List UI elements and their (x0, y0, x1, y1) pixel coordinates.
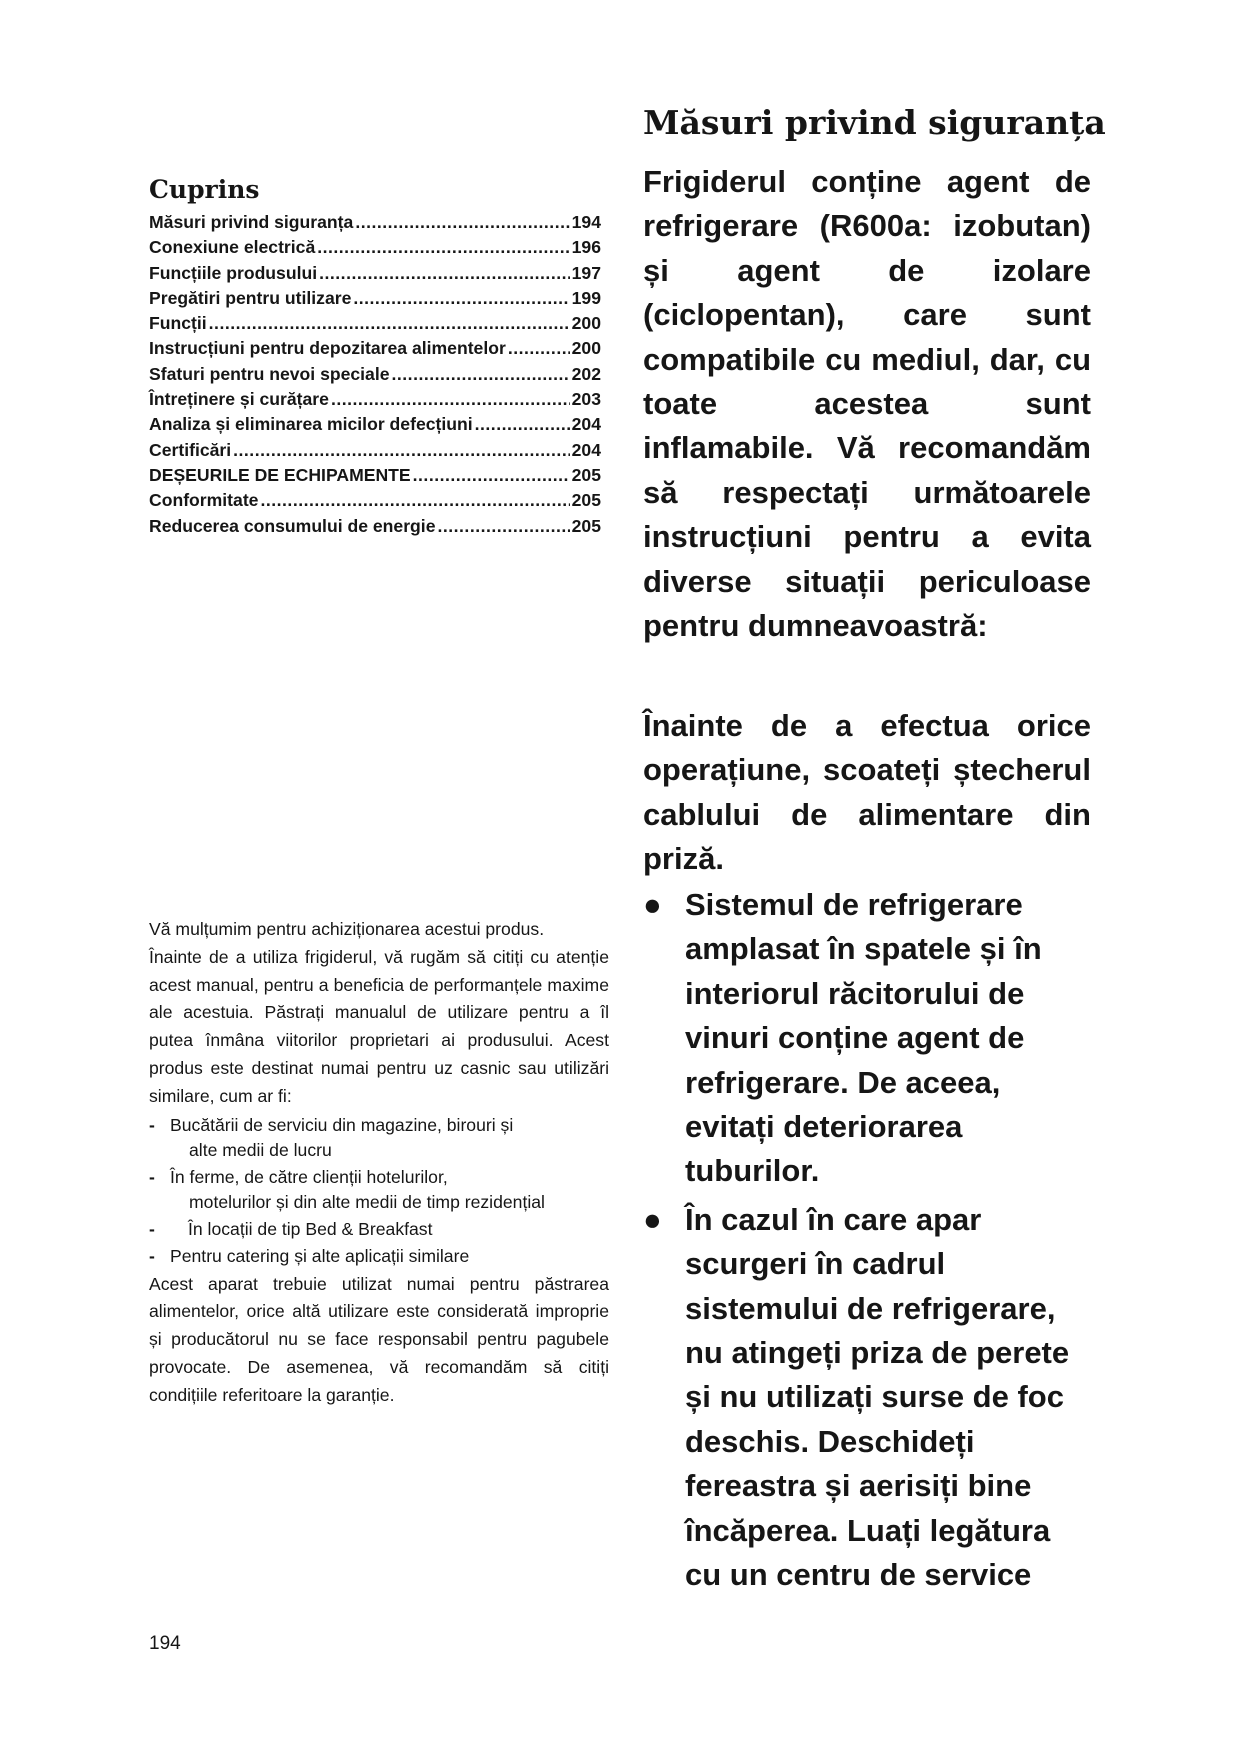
toc-leader-dots (331, 387, 570, 412)
toc-entry-page: 203 (571, 389, 601, 410)
toc-entry-page: 196 (571, 237, 601, 258)
toc-entry-label: Pregătiri pentru utilizare (149, 287, 352, 308)
section-title: Măsuri privind siguranța (643, 103, 1106, 142)
page-number: 194 (149, 1633, 181, 1654)
toc-leader-dots (392, 362, 570, 387)
toc-entry[interactable] (149, 438, 601, 463)
toc-entry-label: Întreținere și curățare (149, 389, 329, 410)
toc-entry[interactable] (149, 362, 601, 387)
toc-leader-dots (209, 311, 570, 336)
usage-list (149, 1113, 609, 1269)
list-item-continuation: alte medii de lucru (189, 1139, 332, 1160)
toc-entry[interactable] (149, 286, 601, 311)
list-item-text: Bucătării de serviciu din magazine, birouri și (170, 1114, 514, 1135)
toc-leader-dots (355, 210, 569, 235)
list-item (149, 1217, 609, 1242)
toc-leader-dots (317, 235, 569, 260)
toc-leader-dots (413, 463, 570, 488)
toc-title: Cuprins (149, 175, 260, 204)
toc-entry-label: Analiza și eliminarea micilor defecțiuni (149, 414, 473, 435)
toc-entry-page: 199 (571, 287, 601, 308)
toc-entry-label: Instrucțiuni pentru depozitarea alimentelor (149, 338, 506, 359)
intro-warranty: Acest aparat trebuie utilizat numai pentru păstrarea alimentelor, orice altă utilizare este considerată improprie și producătorul nu se face responsabil pentru pagubele provocate. De asemenea, vă recomandăm să citiți condițiile referitoare la garanție. (149, 1273, 609, 1405)
toc-leader-dots (437, 514, 569, 539)
toc-entry-label: Certificări (149, 439, 232, 460)
bullet-text: În cazul în care apar scurgeri în cadrul sistemului de refrigerare, nu atingeți priza de perete și nu utilizați surse de foc deschis. Deschideți fereastra și aerisiți bine încăperea. Luați legătura cu un centru de service (685, 1201, 1070, 1593)
toc-entry[interactable] (149, 387, 601, 412)
dash-marker: - (149, 1114, 155, 1135)
toc-entry-label: Sfaturi pentru nevoi speciale (149, 363, 390, 384)
bullet-icon: ● (643, 1201, 662, 1237)
toc-leader-dots (475, 412, 570, 437)
dash-marker: - (149, 1218, 155, 1239)
toc-entry[interactable] (149, 311, 601, 336)
toc-entry[interactable] (149, 261, 601, 286)
table-of-contents (149, 210, 601, 539)
toc-entry-page: 205 (571, 515, 601, 536)
safety-bullets (643, 883, 1091, 1602)
refrigerant-warning: Frigiderul conține agent de refrigerare (R600a: izobutan) și agent de izolare (ciclopentan), care sunt compatibile cu mediul, dar, cu toate acestea sunt inflamabile. Vă recomandăm să respectați următoarele instrucțiuni pentru a evita diverse situații periculoase pentru dumneavoastră: (643, 164, 1091, 644)
toc-entry-label: Funcțiile produsului (149, 262, 318, 283)
toc-leader-dots (260, 488, 569, 513)
toc-entry-label: Reducerea consumului de energie (149, 515, 436, 536)
toc-entry-label: DEȘEURILE DE ECHIPAMENTE (149, 464, 411, 485)
toc-entry-page: 204 (571, 439, 601, 460)
toc-entry[interactable] (149, 463, 601, 488)
list-item (643, 1198, 1091, 1598)
dash-marker: - (149, 1166, 155, 1187)
intro-usage: Înainte de a utiliza frigiderul, vă rugăm să citiți cu atenție acest manual, pentru a beneficia de performanțele maxime ale acestuia. Păstrați manualul de utilizare pentru a îl putea înmâna viitorilor proprietari ai produsului. Acest produs este destinat numai pentru uz casnic sau utilizări similare, cum ar fi: (149, 946, 609, 1106)
intro-thanks: Vă mulțumim pentru achiziționarea acestui produs. (149, 919, 545, 939)
toc-entry-page: 205 (571, 464, 601, 485)
toc-entry-label: Măsuri privind siguranța (149, 212, 354, 232)
toc-entry-label: Conexiune electrică (149, 237, 316, 258)
toc-entry-page: 194 (571, 212, 601, 232)
unplug-warning: Înainte de a efectua orice operațiune, scoateți ștecherul cablului de alimentare din priză. (643, 708, 1091, 877)
toc-entry[interactable] (149, 412, 601, 437)
toc-entry[interactable] (149, 210, 601, 235)
list-item (643, 883, 1091, 1194)
toc-entry[interactable] (149, 514, 601, 539)
toc-leader-dots (508, 336, 570, 361)
toc-entry[interactable] (149, 336, 601, 361)
list-item (149, 1165, 609, 1215)
toc-entry-page: 200 (571, 313, 601, 334)
intro-text (149, 916, 609, 1410)
list-item-continuation: motelurilor și din alte medii de timp rezidențial (189, 1191, 545, 1212)
list-item-text: În locații de tip Bed & Breakfast (188, 1218, 433, 1239)
bullet-icon: ● (643, 887, 662, 922)
toc-leader-dots (353, 286, 569, 311)
toc-entry[interactable] (149, 235, 601, 260)
toc-entry-page: 197 (571, 262, 601, 283)
list-item (149, 1113, 609, 1163)
toc-entry-label: Funcții (149, 313, 207, 334)
bullet-text: Sistemul de refrigerare amplasat în spatele și în interiorul răcitorului de vinuri conține agent de refrigerare. De aceea, evitați deteriorarea tuburilor. (685, 887, 1042, 1189)
toc-leader-dots (233, 438, 570, 463)
dash-marker: - (149, 1245, 155, 1266)
toc-entry-page: 202 (571, 363, 601, 384)
toc-entry-page: 205 (571, 490, 601, 511)
toc-entry[interactable] (149, 488, 601, 513)
toc-entry-page: 200 (571, 338, 601, 359)
list-item (149, 1244, 609, 1269)
list-item-text: Pentru catering și alte aplicații similare (170, 1245, 470, 1266)
toc-leader-dots (319, 261, 570, 286)
list-item-text: În ferme, de către clienții hotelurilor, (170, 1166, 448, 1187)
toc-entry-page: 204 (571, 414, 601, 435)
toc-entry-label: Conformitate (149, 490, 259, 511)
